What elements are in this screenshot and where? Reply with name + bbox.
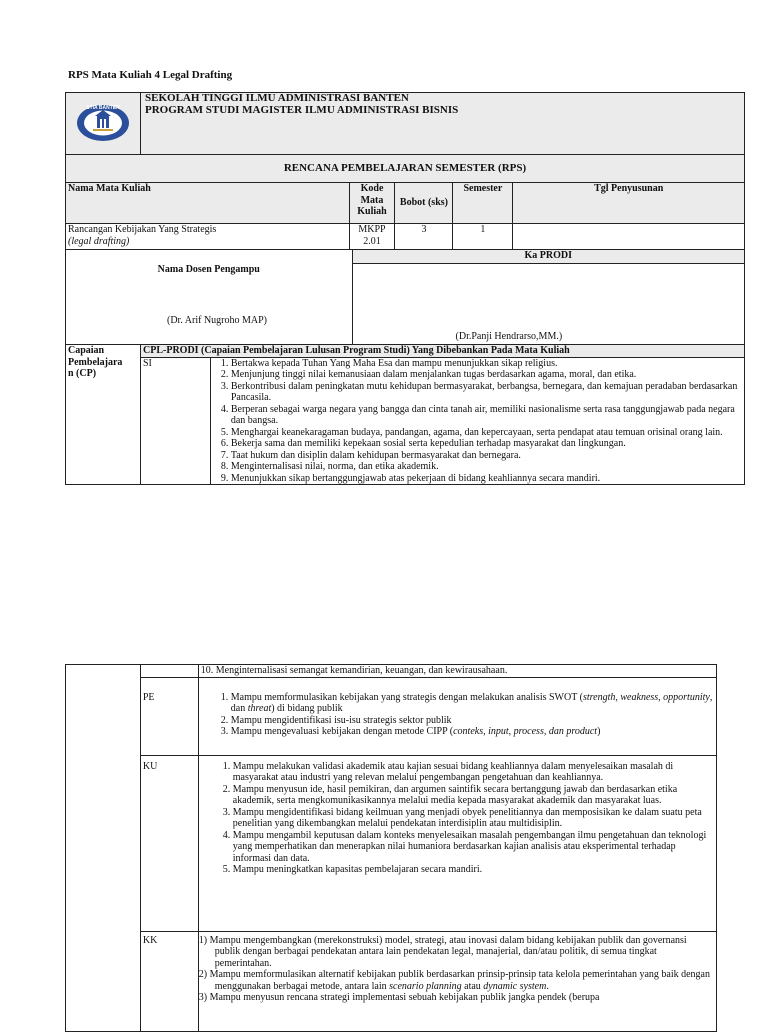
pe-label: PE xyxy=(140,677,198,755)
kaprodi-label: Ka PRODI xyxy=(352,250,744,264)
rps-title: RENCANA PEMBELAJARAN SEMESTER (RPS) xyxy=(66,155,745,183)
list-item: 1) Mampu mengembangkan (merekonstruksi) model, strategi, atau inovasi dalam bidang kebijakan publik dan governansi publik dengan berbagai pendekatan antara lain pendekatan legal, manajerial, dan/atau politik, di semua tingkat pemerintahan. xyxy=(198,934,687,969)
ku-list xyxy=(201,761,714,876)
list-item: 4. Mampu mengambil keputusan dalam konteks menyelesaikan masalah pengembangan ilmu pengetahuan dan teknologi yang memperhatikan dan menerapkan nilai humaniora berdasarkan kajian analisis atau eksperimental terhadap informasi dan data. xyxy=(233,830,714,865)
list-item: 1. Mampu melakukan validasi akademik atau kajian sesuai bidang keahliannya dalam menyelesaikan masalah di masyarakat atau industri yang relevan melalui pengembangan pengetahuan dan keahliannya. xyxy=(233,761,714,784)
course-tgl xyxy=(513,224,745,250)
dosen-cell xyxy=(66,250,353,345)
list-item: 9. Menunjukkan sikap bertanggungjawab atas pekerjaan di bidang keahliannya secara mandiri. xyxy=(231,473,744,485)
document-title: RPS Mata Kuliah 4 Legal Drafting xyxy=(68,69,233,81)
course-name-en: (legal drafting) xyxy=(68,235,130,247)
course-semester: 1 xyxy=(453,224,513,250)
list-item: 5. Menghargai keanekaragaman budaya, pandangan, agama, dan kepercayaan, serta pendapat atau temuan orisinal orang lain. xyxy=(231,427,744,439)
col-semester: Semester xyxy=(453,183,513,224)
si-list xyxy=(211,358,744,485)
logo-cell xyxy=(66,93,141,155)
col-tgl: Tgl Penyusunan xyxy=(513,183,745,224)
kk-label: KK xyxy=(140,931,198,1031)
cp-label-continued xyxy=(66,665,141,1032)
list-item: 1. Bertakwa kepada Tuhan Yang Maha Esa dan mampu menunjukkan sikap religius. xyxy=(231,358,744,370)
cp-label: Capaian Pembelajara n (CP) xyxy=(66,345,141,485)
pe-items-cell xyxy=(198,677,716,755)
list-item: 1. Mampu memformulasikan kebijakan yang strategis dengan melakukan analisis SWOT (strength, weakness, opportunity, dan threat) di bidang publik xyxy=(231,692,714,715)
ku-label: KU xyxy=(140,755,198,931)
list-item: 2. Menjunjung tinggi nilai kemanusiaan dalam menjalankan tugas berdasarkan agama, moral, dan etika. xyxy=(231,369,744,381)
list-item: 3. Mampu mengevaluasi kebijakan dengan metode CIPP (conteks, input, process, dan product) xyxy=(231,726,714,738)
svg-text:STIA BANTEN: STIA BANTEN xyxy=(86,105,120,111)
si-item-10: 10. Menginternalisasi semangat kemandirian, keuangan, dan kewirausahaan. xyxy=(198,665,716,678)
list-item: 4. Berperan sebagai warga negara yang bangga dan cinta tanah air, memiliki nasionalisme serta rasa tanggungjawab pada negara dan bangsa. xyxy=(231,404,744,427)
kaprodi-cell xyxy=(352,264,744,345)
kk-items-cell xyxy=(198,931,716,1031)
dosen-label: Nama Dosen Pengampu xyxy=(157,264,260,275)
si-items-cell xyxy=(210,357,744,485)
si-label: SI xyxy=(141,357,211,485)
dosen-name: (Dr. Arif Nugroho MAP) xyxy=(167,315,267,326)
program-name: PROGRAM STUDI MAGISTER ILMU ADMINISTRASI BISNIS xyxy=(145,103,459,116)
list-item: 3. Mampu mengidentifikasi bidang keilmuan yang menjadi obyek penelitiannya dan memposisikan ke dalam suatu peta penelitian yang dikembangkan melalui pendekatan interdisiplin atau multidisiplin. xyxy=(233,807,714,830)
list-item: 6. Bekerja sama dan memiliki kepekaan sosial serta kepedulian terhadap masyarakat dan lingkungan. xyxy=(231,438,744,450)
kk-list xyxy=(199,935,714,1004)
institution-seal-icon xyxy=(75,103,131,143)
col-kode: Kode Mata Kuliah xyxy=(349,183,395,224)
cpl-header: CPL-PRODI (Capaian Pembelajaran Lulusan Program Studi) Yang Dibebankan Pada Mata Kuliah xyxy=(141,345,745,358)
cp-continuation-table xyxy=(65,664,717,1032)
list-item: 7. Taat hukum dan disiplin dalam kehidupan bermasyarakat dan bernegara. xyxy=(231,450,744,462)
col-nama-mk: Nama Mata Kuliah xyxy=(66,183,350,224)
list-item: 2. Mampu menyusun ide, hasil pemikiran, dan argumen saintifik secara bertanggung jawab dan berdasarkan etika akademik, serta mengkomunikasikannya melalui media kepada masyarakat akademik dan masyarakat luas. xyxy=(233,784,714,807)
course-kode: MKPP 2.01 xyxy=(349,224,395,250)
course-name-cell xyxy=(66,224,350,250)
list-item: 3. Berkontribusi dalam peningkatan mutu kehidupan bermasyarakat, berbangsa, bernegara, dan kemajuan peradaban berdasarkan Pancasila. xyxy=(231,381,744,404)
rps-header-table xyxy=(65,92,745,485)
course-bobot: 3 xyxy=(395,224,453,250)
list-item: 8. Menginternalisasi nilai, norma, dan etika akademik. xyxy=(231,461,744,473)
course-name: Rancangan Kebijakan Yang Strategis xyxy=(68,224,217,235)
list-item: 3) Mampu menyusun rencana strategi implementasi sebuah kebijakan publik jangka pendek (berupa xyxy=(198,992,600,1003)
school-name: SEKOLAH TINGGI ILMU ADMINISTRASI BANTEN xyxy=(145,92,409,104)
list-item: 2. Mampu mengidentifikasi isu-isu strategis sektor publik xyxy=(231,715,714,727)
kaprodi-name: (Dr.Panji Hendrarso,MM.) xyxy=(455,331,563,343)
ku-items-cell xyxy=(198,755,716,931)
col-bobot: Bobot (sks) xyxy=(395,183,453,224)
stia-banten-logo xyxy=(68,93,138,153)
list-item: 5. Mampu meningkatkan kapasitas pembelajaran secara mandiri. xyxy=(233,864,714,876)
si-label-continued xyxy=(140,665,198,678)
list-item: 2) Mampu memformulasikan alternatif kebijakan publik berdasarkan prinsip-prinsip tata kelola pemerintahan yang baik dengan menggunakan berbagai metode, antara lain scenario planning atau dynamic system. xyxy=(198,969,710,992)
pe-list xyxy=(201,692,714,738)
